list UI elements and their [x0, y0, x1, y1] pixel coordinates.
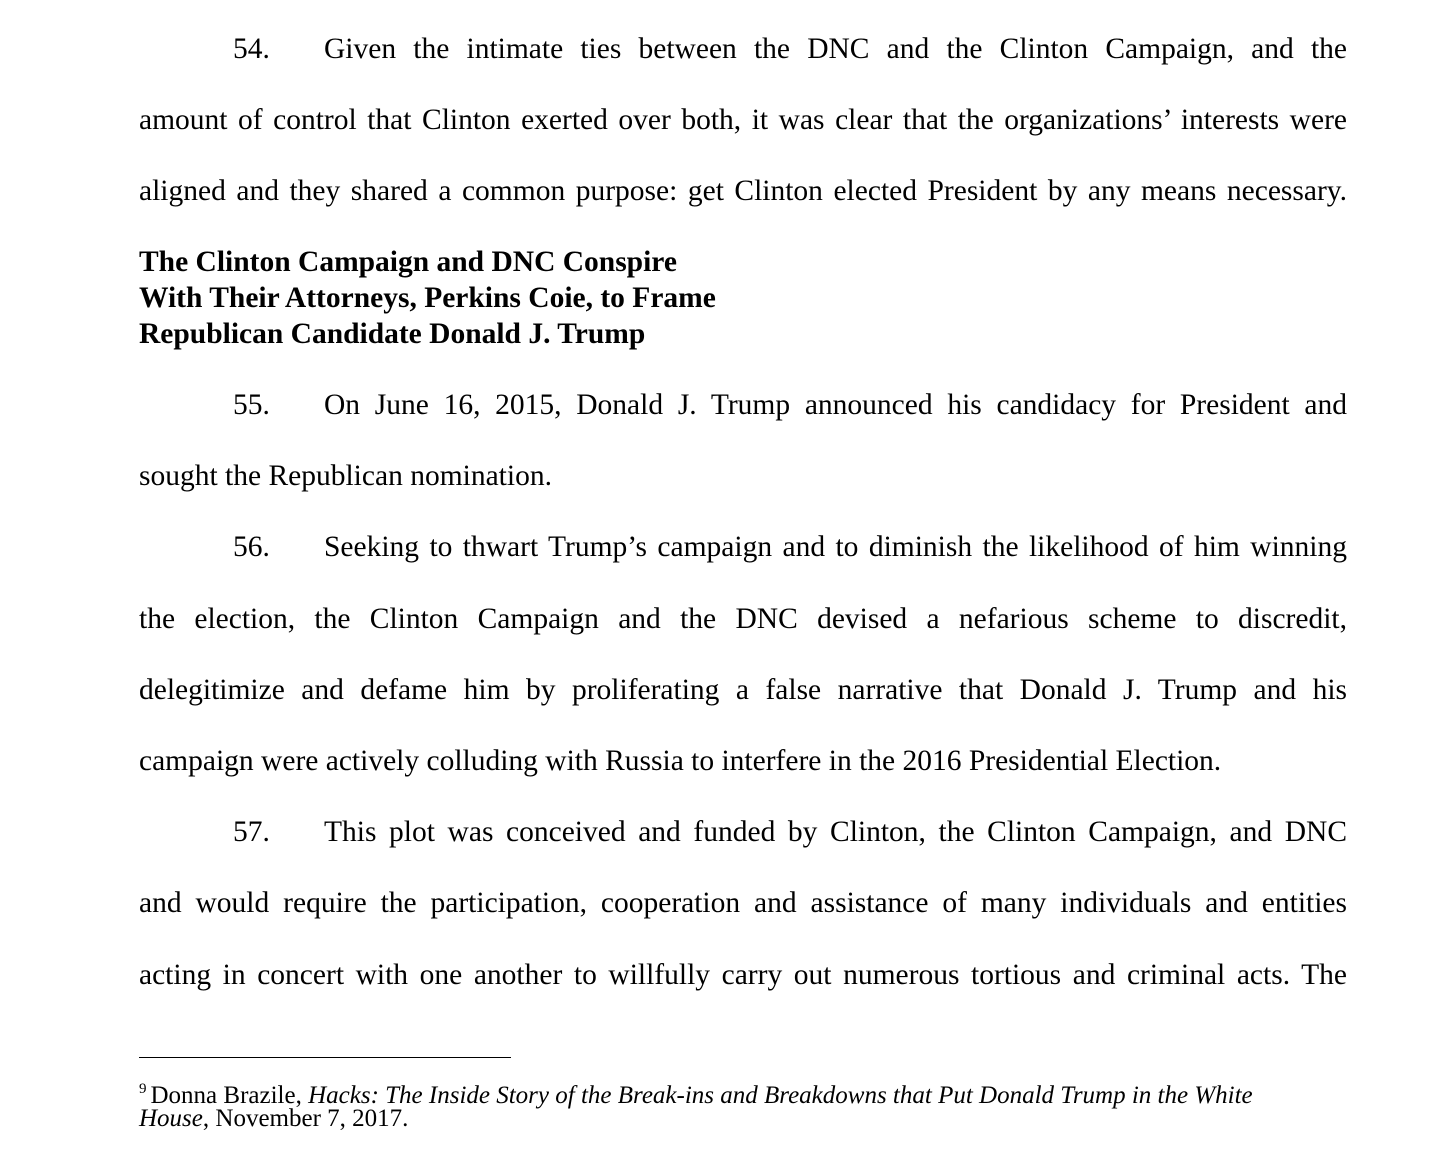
paragraph-text: This plot was conceived and funded by Clinton, the Clinton Campaign, and DNC — [324, 816, 1347, 848]
paragraph-text: On June 16, 2015, Donald J. Trump announced his candidacy for President and — [324, 389, 1347, 421]
paragraph-55-first-line — [233, 388, 1347, 422]
paragraph-text: Seeking to thwart Trump’s campaign and to diminish the likelihood of him winning — [324, 531, 1347, 563]
paragraph-number: 57. — [233, 816, 270, 848]
section-heading-line: With Their Attorneys, Perkins Coie, to Frame — [139, 282, 716, 314]
paragraph-56-line: delegitimize and defame him by proliferating a false narrative that Donald J. Trump and his — [139, 674, 1347, 706]
paragraph-54-first-line — [233, 32, 1347, 66]
paragraph-text: Given the intimate ties between the DNC and the Clinton Campaign, and the — [324, 33, 1347, 65]
paragraph-57-line: and would require the participation, cooperation and assistance of many individuals and entities — [139, 887, 1347, 919]
paragraph-56-line: the election, the Clinton Campaign and the DNC devised a nefarious scheme to discredit, — [139, 603, 1347, 635]
footnote-separator — [139, 1057, 511, 1058]
footnote-author: Donna Brazile, — [150, 1082, 309, 1109]
paragraph-54-line: aligned and they shared a common purpose: get Clinton elected President by any means necessary. — [139, 175, 1347, 207]
footnote-title: Hacks: The Inside Story of the Break-ins and Breakdowns that Put Donald Trump in the White — [308, 1082, 1253, 1109]
paragraph-56-line: campaign were actively colluding with Russia to interfere in the 2016 Presidential Election. — [139, 745, 1222, 777]
paragraph-number: 56. — [233, 531, 270, 563]
footnote-line — [139, 1104, 408, 1133]
paragraph-number: 54. — [233, 33, 270, 65]
section-heading-line: Republican Candidate Donald J. Trump — [139, 318, 646, 350]
paragraph-number: 55. — [233, 389, 270, 421]
footnote-date: , November 7, 2017. — [202, 1105, 409, 1132]
footnote-title-continued: House — [139, 1105, 203, 1132]
footnote-marker: 9 — [139, 1081, 147, 1097]
paragraph-57-line: acting in concert with one another to willfully carry out numerous tortious and criminal acts. The — [139, 959, 1347, 991]
paragraph-55-line: sought the Republican nomination. — [139, 460, 552, 492]
paragraph-57-first-line — [233, 815, 1347, 849]
paragraph-54-line: amount of control that Clinton exerted over both, it was clear that the organizations’ interests were — [139, 104, 1347, 136]
section-heading-line: The Clinton Campaign and DNC Conspire — [139, 246, 677, 278]
paragraph-56-first-line — [233, 530, 1347, 564]
